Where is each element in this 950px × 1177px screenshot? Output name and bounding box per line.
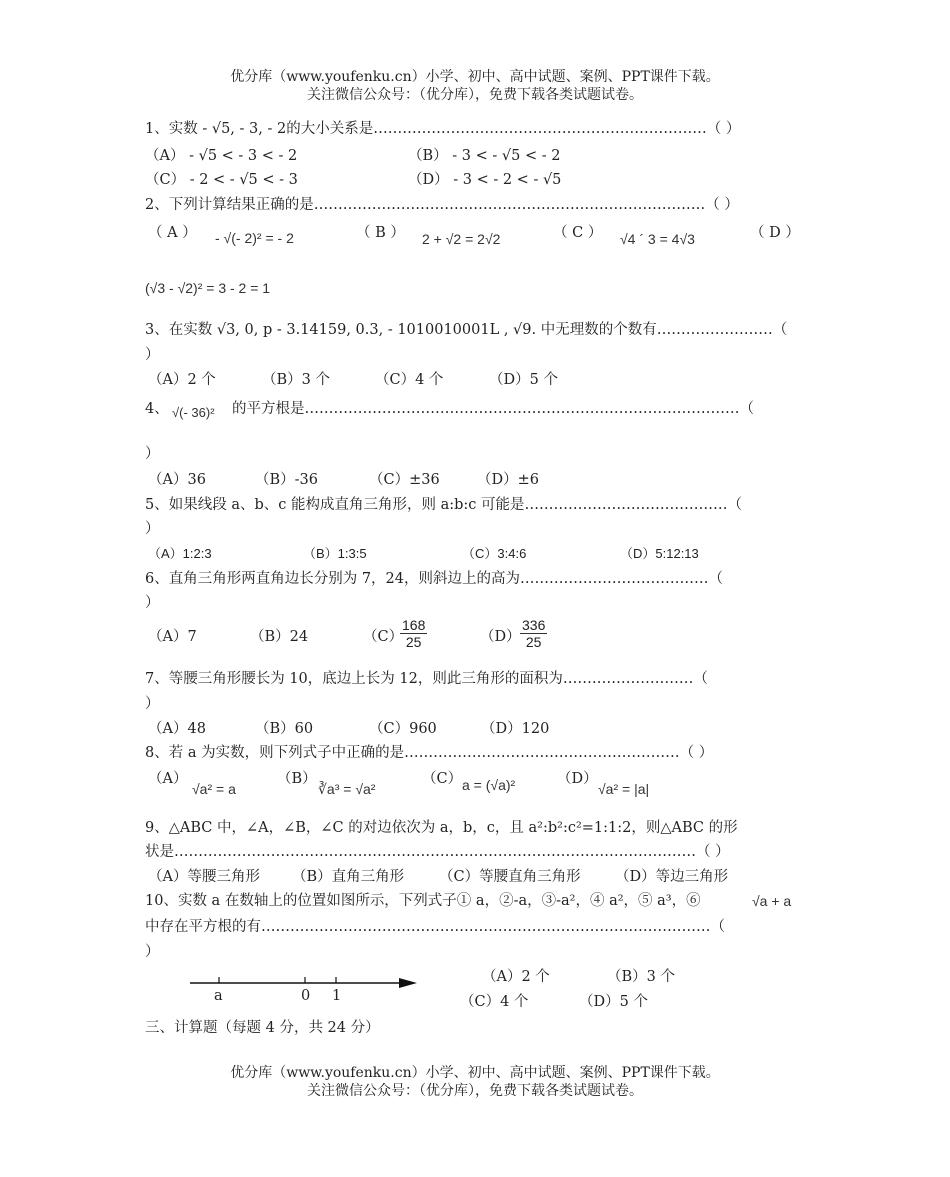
q4-num: 4、	[145, 401, 169, 417]
q7-option-d: （D）120	[481, 721, 550, 737]
q8-stem: 8、若 a 为实数，则下列式子中正确的是…………………………………………………（ ）	[145, 745, 714, 761]
q7-close: ）	[145, 696, 160, 712]
q7-option-c: （C）960	[369, 721, 437, 737]
q5-stem: 5、如果线段 a、b、c 能构成直角三角形，则 a:b:c 可能是……………………………………（	[145, 497, 743, 513]
q4-close: ）	[145, 446, 160, 462]
q2-d-expr: (√3 - √2)² = 3 - 2 = 1	[145, 280, 271, 296]
q9-line-2: 状是………………………………………………………………………………………………（ ）	[145, 844, 730, 860]
q6-close: ）	[145, 595, 160, 611]
footer-line-2: 关注微信公众号：（优分库），免费下载各类试题试卷。	[307, 1083, 643, 1099]
q10-option-c: （C）4 个	[460, 994, 529, 1010]
header-line-1: 优分库（www.youfenku.cn）小学、初中、高中试题、案例、PPT课件下载。	[230, 69, 720, 85]
arrow-right-icon	[399, 978, 417, 988]
q5-close: ）	[145, 521, 160, 537]
q6-c-denominator: 25	[405, 634, 422, 650]
q10-line-1: 10、实数 a 在数轴上的位置如图所示，下列式子① a，②-a，③-a²，④ a²，⑤ a³，⑥	[145, 893, 701, 909]
q7-option-b: （B）60	[255, 721, 314, 737]
q10-line-2: 中存在平方根的有…………………………………………………………………………………（	[145, 919, 725, 935]
q6-stem: 6、直角三角形两直角边长分别为 7，24，则斜边上的高为…………………………………（	[145, 571, 724, 587]
axis-label-1: 1	[332, 988, 342, 1004]
q8-b-expr: ∛a³ = √a²	[318, 781, 376, 797]
q4-option-a: （A）36	[148, 472, 206, 488]
q9-option-a: （A）等腰三角形	[148, 869, 260, 885]
axis-label-a: a	[214, 988, 223, 1004]
q6-option-d-label: （D）	[480, 629, 521, 645]
header-line-2: 关注微信公众号：（优分库），免费下载各类试题试卷。	[307, 87, 643, 103]
q3-close: ）	[145, 347, 160, 363]
q2-c-expr: √4 ´ 3 = 4√3	[620, 231, 695, 247]
q6-c-numerator: 168	[402, 617, 426, 633]
q6-option-d-fraction	[520, 617, 547, 650]
q3-option-d: （D）5 个	[489, 372, 558, 388]
q8-d-label: （D）	[557, 771, 598, 787]
q1-option-d: （D） - 3 < - 2 < - √5	[408, 172, 562, 188]
q2-b-expr: 2 + √2 = 2√2	[422, 231, 501, 247]
q4-stem: 的平方根是………………………………………………………………………………（	[232, 401, 754, 417]
q6-option-c-label: （C）	[363, 629, 404, 645]
axis-label-0: 0	[301, 988, 311, 1004]
q2-d-label: （ D ）	[750, 225, 800, 241]
q6-option-a: （A）7	[148, 629, 197, 645]
q2-stem: 2、下列计算结果正确的是………………………………………………………………………（ ）	[145, 197, 739, 213]
q6-option-c-fraction	[400, 617, 427, 650]
q2-a-expr: - √(- 2)² = - 2	[215, 230, 294, 246]
q4-option-c: （C）±36	[369, 472, 440, 488]
q1-option-c: （C） - 2 < - √5 < - 3	[145, 172, 298, 188]
q7-option-a: （A）48	[148, 721, 206, 737]
q10-close: ）	[145, 944, 160, 960]
q1-option-b: （B） - 3 < - √5 < - 2	[408, 148, 561, 164]
q5-option-a: （A）1:2:3	[148, 546, 212, 561]
q10-option-a: （A）2 个	[482, 969, 550, 985]
q8-c-label: （C）	[422, 771, 463, 787]
q5-option-b: （B）1:3:5	[303, 546, 367, 561]
q2-b-label: （ B ）	[356, 225, 405, 241]
q6-d-numerator: 336	[522, 617, 546, 633]
section-3-title: 三、计算题（每题 4 分，共 24 分）	[145, 1020, 380, 1036]
q6-option-b: （B）24	[250, 629, 309, 645]
q3-option-a: （A）2 个	[148, 372, 216, 388]
q1-option-a: （A） - √5 < - 3 < - 2	[145, 148, 298, 164]
q9-option-b: （B）直角三角形	[292, 869, 405, 885]
q10-option-d: （D）5 个	[579, 994, 648, 1010]
q9-option-c: （C）等腰直角三角形	[439, 869, 581, 885]
q3-stem: 3、在实数 √3, 0, p - 3.14159, 0.3, - 1010010001L , √9. 中无理数的个数有……………………（	[145, 322, 788, 338]
q3-option-c: （C）4 个	[375, 372, 444, 388]
q8-b-label: （B）	[277, 771, 317, 787]
q4-option-d: （D）±6	[477, 472, 540, 488]
q6-d-denominator: 25	[525, 634, 542, 650]
q10-line-1-expr: √a + a	[752, 893, 792, 909]
q4-option-b: （B）-36	[255, 472, 319, 488]
q9-option-d: （D）等边三角形	[615, 869, 729, 885]
q5-option-d: （D）5:12:13	[620, 546, 699, 561]
q8-c-expr: a = (√a)²	[462, 777, 516, 793]
q8-a-expr: √a² = a	[192, 781, 236, 797]
q5-option-c: （C）3:4:6	[462, 546, 527, 561]
q2-c-label: （ C ）	[553, 225, 603, 241]
q10-option-b: （B）3 个	[607, 969, 675, 985]
q8-a-label: （A）	[148, 771, 188, 787]
q9-line-1: 9、△ABC 中，∠A，∠B，∠C 的对边依次为 a，b，c，且 a²:b²:c²=1:1:2，则△ABC 的形	[145, 820, 738, 836]
q4-expr: √(- 36)²	[172, 405, 215, 420]
q1-stem: 1、实数 - √5, - 3, - 2的大小关系是……………………………………………………………（ ）	[145, 121, 741, 137]
q3-option-b: （B）3 个	[262, 372, 330, 388]
q2-a-label: （ A ）	[148, 225, 197, 241]
q8-d-expr: √a² = |a|	[598, 781, 650, 797]
footer-line-1: 优分库（www.youfenku.cn）小学、初中、高中试题、案例、PPT课件下载。	[230, 1065, 720, 1081]
q7-stem: 7、等腰三角形腰长为 10，底边上长为 12，则此三角形的面积为………………………（	[145, 671, 708, 687]
